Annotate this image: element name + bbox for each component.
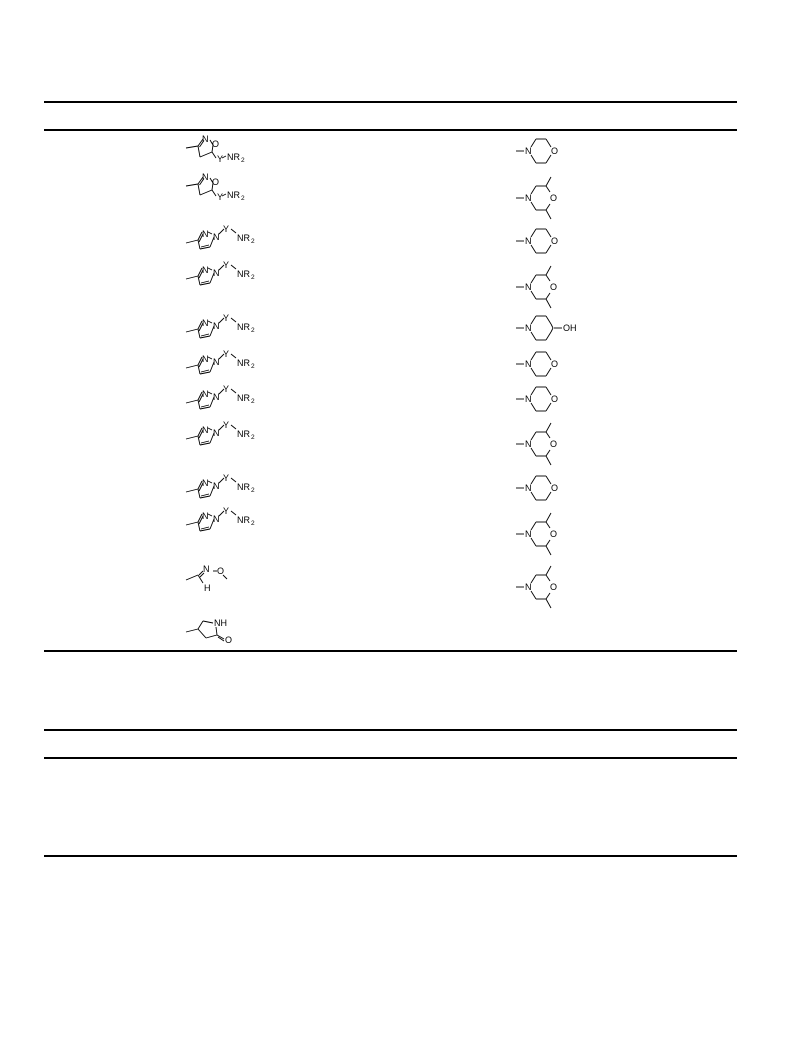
svg-text:NR: NR — [237, 482, 250, 492]
svg-text:N: N — [525, 282, 532, 292]
svg-text:O: O — [550, 282, 558, 292]
row7-right-morpholine — [516, 387, 558, 411]
svg-text:NR: NR — [237, 233, 250, 243]
svg-text:N: N — [202, 478, 209, 488]
svg-text:Y: Y — [223, 224, 230, 234]
svg-text:Y: Y — [217, 192, 224, 202]
svg-text:H: H — [204, 583, 211, 593]
row11-right-dimethylmorpholine — [516, 566, 557, 608]
row8-right-dimethylmorpholine — [516, 423, 557, 465]
svg-text:N: N — [525, 439, 532, 449]
svg-text:NH: NH — [214, 618, 227, 628]
svg-text:N: N — [213, 514, 220, 524]
svg-text:N: N — [213, 268, 220, 278]
svg-text:N: N — [202, 229, 209, 239]
svg-text:N: N — [203, 564, 210, 574]
svg-text:O: O — [550, 193, 558, 203]
svg-text:N: N — [213, 232, 220, 242]
row2-right-dimethylmorpholine — [516, 177, 557, 219]
svg-text:2: 2 — [251, 398, 255, 405]
svg-text:2: 2 — [251, 487, 255, 494]
svg-text:N: N — [525, 359, 532, 369]
row4-left-pyrazole — [186, 260, 255, 285]
svg-text:N: N — [213, 392, 220, 402]
svg-text:N: N — [202, 425, 209, 435]
svg-text:O: O — [550, 582, 558, 592]
svg-text:N: N — [202, 172, 209, 182]
svg-text:2: 2 — [251, 363, 255, 370]
row9-left-pyrazole — [186, 473, 255, 498]
svg-text:O: O — [551, 236, 559, 246]
svg-text:Y: Y — [223, 384, 230, 394]
svg-text:O: O — [551, 394, 559, 404]
svg-text:N: N — [202, 265, 209, 275]
svg-text:N: N — [525, 394, 532, 404]
svg-text:Y: Y — [223, 313, 230, 323]
svg-text:2: 2 — [251, 274, 255, 281]
svg-text:N: N — [213, 481, 220, 491]
svg-text:Y: Y — [223, 420, 230, 430]
svg-text:N: N — [213, 321, 220, 331]
svg-text:Y: Y — [223, 473, 230, 483]
svg-text:NR: NR — [227, 190, 240, 200]
row6-left-pyrazole — [186, 349, 255, 374]
row2-left-isoxazoline — [186, 172, 245, 202]
svg-text:N: N — [202, 354, 209, 364]
row9-right-morpholine — [516, 476, 558, 500]
row1-left-isoxazoline — [186, 134, 245, 164]
svg-text:NR: NR — [237, 393, 250, 403]
svg-text:O: O — [212, 177, 220, 187]
svg-text:NR: NR — [227, 152, 240, 162]
svg-text:NR: NR — [237, 358, 250, 368]
svg-text:O: O — [550, 439, 558, 449]
row5-left-pyrazole — [186, 313, 255, 338]
svg-text:N: N — [202, 134, 209, 144]
svg-text:O: O — [551, 483, 559, 493]
svg-text:N: N — [525, 582, 532, 592]
svg-text:O: O — [551, 359, 559, 369]
svg-text:N: N — [525, 146, 532, 156]
svg-text:2: 2 — [241, 195, 245, 202]
svg-text:O: O — [225, 635, 233, 645]
svg-text:2: 2 — [241, 157, 245, 164]
svg-text:O: O — [212, 139, 220, 149]
row3-right-morpholine — [516, 229, 558, 253]
svg-text:OH: OH — [563, 323, 577, 333]
svg-text:O: O — [551, 146, 559, 156]
row11-left-oxime — [186, 564, 227, 593]
svg-text:N: N — [202, 318, 209, 328]
row5-right-hydroxypiperidine — [516, 316, 577, 340]
svg-text:Y: Y — [223, 349, 230, 359]
svg-text:NR: NR — [237, 322, 250, 332]
svg-text:NR: NR — [237, 515, 250, 525]
row10-left-pyrazole — [186, 506, 255, 531]
svg-text:2: 2 — [251, 238, 255, 245]
svg-text:N: N — [213, 428, 220, 438]
svg-text:2: 2 — [251, 520, 255, 527]
row3-left-pyrazole — [186, 224, 255, 249]
row6-right-morpholine — [516, 352, 558, 376]
svg-text:N: N — [202, 389, 209, 399]
svg-text:2: 2 — [251, 327, 255, 334]
row4-right-dimethylmorpholine — [516, 266, 557, 308]
svg-text:N: N — [213, 357, 220, 367]
row8-left-pyrazole — [186, 420, 255, 445]
svg-text:N: N — [525, 483, 532, 493]
svg-text:N: N — [525, 236, 532, 246]
svg-text:2: 2 — [251, 434, 255, 441]
svg-text:O: O — [550, 529, 558, 539]
svg-text:N: N — [525, 529, 532, 539]
row12-left-pyrrolidinone — [186, 618, 232, 645]
svg-text:N: N — [202, 511, 209, 521]
row7-left-pyrazole — [186, 384, 255, 409]
svg-text:Y: Y — [217, 154, 224, 164]
row10-right-dimethylmorpholine — [516, 513, 557, 555]
svg-text:N: N — [525, 193, 532, 203]
svg-text:NR: NR — [237, 269, 250, 279]
svg-text:NR: NR — [237, 429, 250, 439]
svg-text:Y: Y — [223, 260, 230, 270]
svg-text:Y: Y — [223, 506, 230, 516]
svg-text:O: O — [217, 566, 225, 576]
row1-right-morpholine — [516, 139, 558, 163]
svg-text:N: N — [525, 323, 532, 333]
